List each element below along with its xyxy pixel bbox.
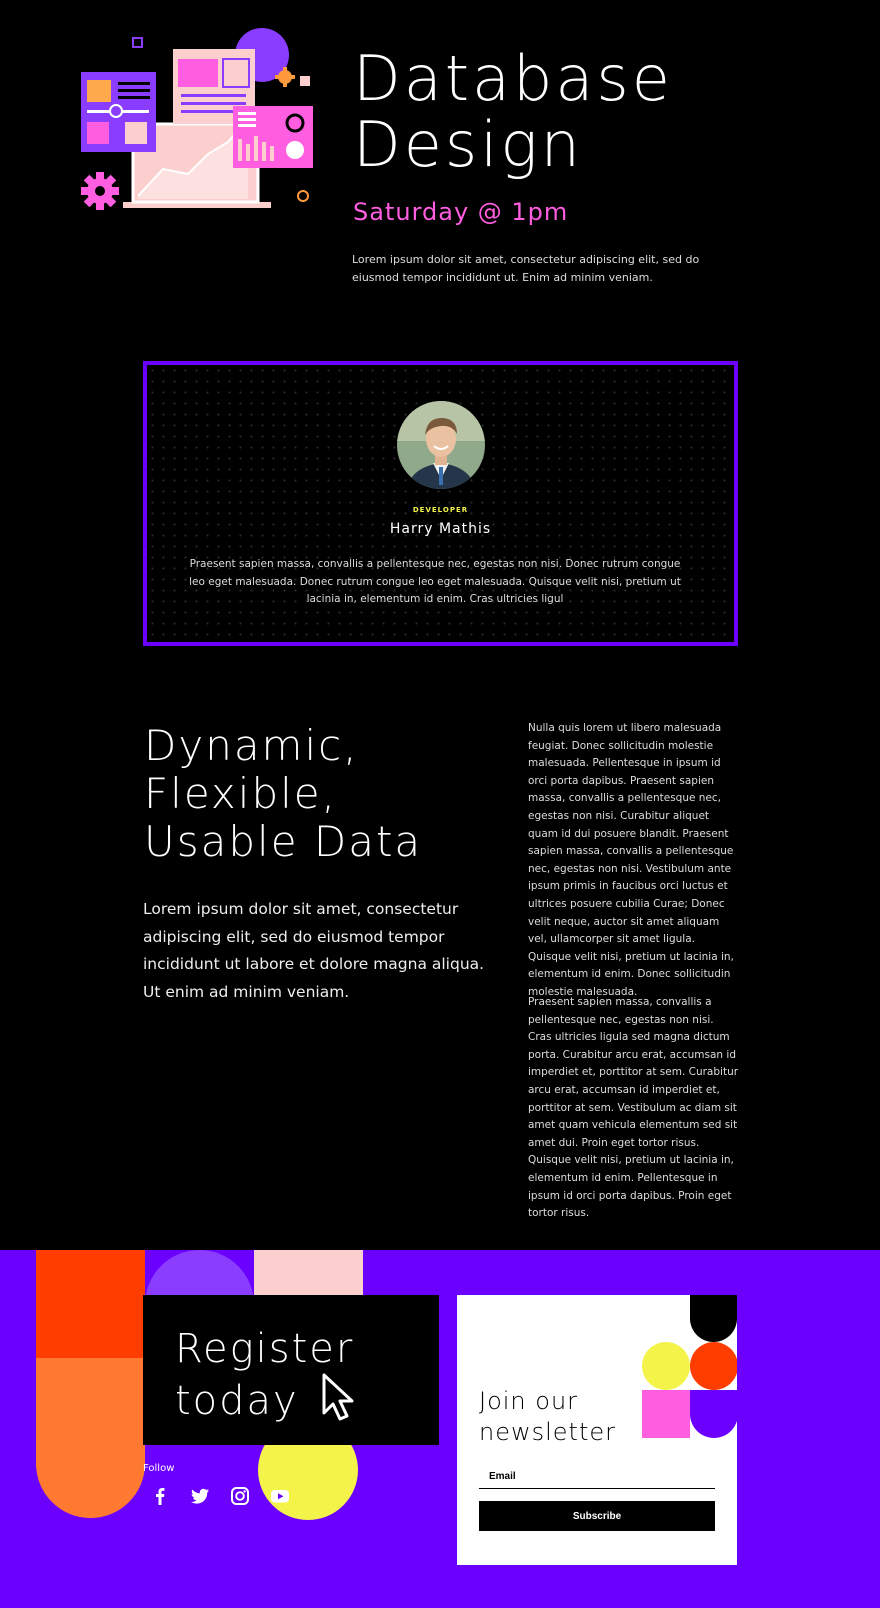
body-paragraph: Praesent sapien massa, convallis a pellentesque nec, egestas non nisi. Cras ultricies ligula sed magna dictum porta. Curabitur arcu erat, accumsan id imperdiet et, porttitor at sem. Curabitur arcu erat, accumsan id imperdiet et, porttitor at sem. Vestibulum ac diam sit amet quam vehicula elementum sed sit amet dui. Proin eget tortor risus. Quisque velit nisi, pretium ut lacinia in, elementum id enim. Pellentesque in ipsum id orci porta dapibus. Proin eget tortor risus. (528, 996, 739, 1220)
newsletter-line: Join our (479, 1387, 579, 1415)
follow-label: Follow (143, 1463, 175, 1474)
decor-red-block (36, 1250, 145, 1360)
heading-line: Flexible, (144, 769, 337, 818)
page-title (353, 42, 673, 181)
heading-line: Usable Data (144, 817, 423, 866)
newsletter-box (457, 1295, 737, 1565)
speaker-card (143, 361, 738, 646)
title-line: Design (353, 108, 583, 181)
twitter-icon[interactable] (190, 1486, 210, 1506)
speaker-role: DEVELOPER (412, 506, 469, 514)
speaker-bio: Praesent sapien massa, convallis a pellentesque nec, egestas non nisi. Donec rutrum congue leo eget malesuada. Donec rutrum congue leo eget malesuada. Quisque velit nisi, pretium ut lacinia in, elementum id enim. Cras ultricies ligul (189, 558, 681, 605)
newsletter-line: newsletter (479, 1418, 616, 1446)
decor-red-circle (690, 1342, 737, 1390)
instagram-icon[interactable] (230, 1486, 250, 1506)
email-field[interactable] (479, 1465, 715, 1489)
avatar (397, 401, 485, 489)
subscribe-button[interactable]: Subscribe (479, 1501, 715, 1531)
hero-section (0, 0, 880, 330)
newsletter-heading (479, 1386, 649, 1448)
database-illustration (78, 24, 328, 224)
heading-line: Dynamic, (144, 721, 359, 770)
decor-purple-arch (690, 1390, 737, 1438)
speaker-name: Harry Mathis (389, 521, 492, 537)
register-line[interactable]: today (175, 1378, 299, 1424)
hero-description: Lorem ipsum dolor sit amet, consectetur adipiscing elit, sed do eiusmod tempor incididunt ut. Enim ad minim veniam. (352, 253, 700, 284)
cursor-icon (321, 1373, 355, 1421)
register-box[interactable] (143, 1295, 439, 1445)
footer-band (0, 1250, 880, 1608)
title-line: Database (353, 42, 673, 115)
social-links (150, 1486, 290, 1506)
youtube-icon[interactable] (270, 1486, 290, 1506)
register-line[interactable]: Register (175, 1326, 355, 1372)
decor-black-arch (690, 1295, 737, 1342)
feature-heading (144, 722, 504, 866)
decor-yellow-circle (642, 1342, 690, 1390)
facebook-icon[interactable] (150, 1486, 170, 1506)
body-paragraph: Nulla quis lorem ut libero malesuada feugiat. Donec sollicitudin molestie malesuada. Pellentesque in ipsum id orci porta dapibus. Praesent sapien massa, convallis a pellentesque nec, egestas non nisi. Curabitur aliquet quam id dui posuere blandit. Praesent sapien massa, convallis a pellentesque nec, egestas non nisi. Vestibulum ante ipsum primis in faucibus orci luctus et ultrices posuere cubilia Curae; Donec velit neque, auctor sit amet aliquam vel, ullamcorper sit amet ligula. Quisque velit nisi, pretium ut lacinia in, elementum id enim. Donec sollicitudin molestie malesuada. (528, 722, 734, 998)
decor-pink-square (642, 1390, 690, 1438)
event-time: Saturday @ 1pm (353, 198, 569, 226)
feature-lead-text: Lorem ipsum dolor sit amet, consectetur adipiscing elit, sed do eiusmod tempor incididunt ut labore et dolore magna aliqua. Ut enim ad minim veniam. (143, 900, 485, 1001)
decor-orange-arch (36, 1358, 145, 1518)
